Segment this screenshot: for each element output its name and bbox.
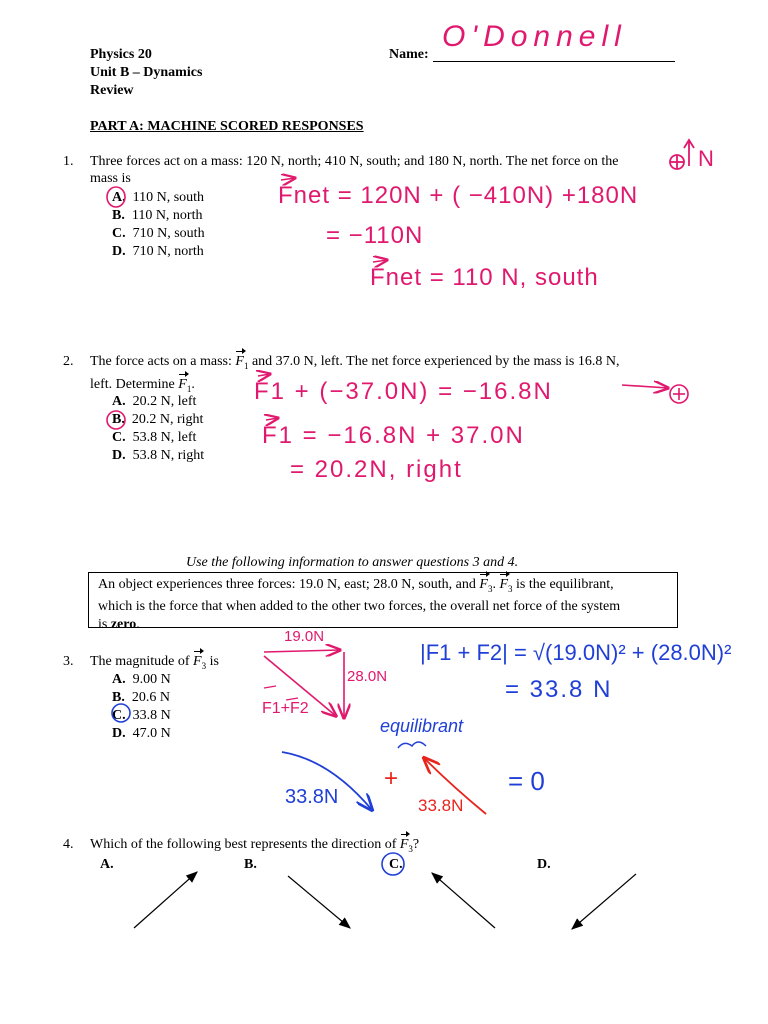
doc-type: Review (90, 83, 134, 98)
q3-hw-sum: F1+F2 (262, 700, 309, 717)
q1-text-cont: mass is (90, 171, 131, 186)
handwritten-name: O'Donnell (442, 20, 627, 53)
q3-hw-east: 19.0N (284, 628, 325, 645)
part-a-title: PART A: MACHINE SCORED RESPONSES (90, 119, 364, 134)
q2-option-d[interactable]: D. 53.8 N, right (112, 448, 205, 463)
q3-option-d[interactable]: D. 47.0 N (112, 726, 171, 741)
q4-option-a[interactable]: A. (100, 857, 114, 872)
q4-option-d[interactable]: D. (537, 857, 551, 872)
red-equilibrant-arrow (424, 758, 486, 814)
q4-number: 4. (63, 837, 74, 852)
q1-option-b[interactable]: B. 110 N, north (112, 208, 203, 223)
q1-option-c[interactable]: C. 710 N, south (112, 226, 205, 241)
q4-arrow-b (288, 876, 350, 928)
q2-option-c[interactable]: C. 53.8 N, left (112, 430, 197, 445)
q1-hw-line3: Fnet = 110 N, south (370, 264, 599, 291)
q3-text: The magnitude of $F_3$ is (90, 654, 219, 671)
q3-number: 3. (63, 654, 74, 669)
q1-text: Three forces act on a mass: 120 N, north; 410 N, south; and 180 N, north. The net force on the (90, 154, 619, 169)
q4-option-c[interactable]: C. (389, 857, 403, 872)
q3-option-a[interactable]: A. 9.00 N (112, 672, 171, 687)
q2-text-cont: left. Determine $F_1$. (90, 377, 195, 394)
info-box: An object experiences three forces: 19.0 N, east; 28.0 N, south, and $F_3$. $F_3$ is the equilibrant, which is the force that when added to the other two forces, the overall net force of the system is zero. (88, 572, 678, 628)
q2-answer-circle (107, 411, 125, 429)
q3-answer-circle (112, 704, 130, 722)
q4-option-b[interactable]: B. (244, 857, 257, 872)
q3-hw-equals: = 0 (508, 766, 545, 796)
vector-triangle (264, 650, 344, 718)
q3-option-c[interactable]: C. 33.8 N (112, 708, 171, 723)
blue-resultant-arrow (282, 752, 372, 810)
q1-option-d[interactable]: D. 710 N, north (112, 244, 204, 259)
q4-text: Which of the following best represents the direction of $F_3$? (90, 837, 420, 854)
q1-answer-circle (107, 187, 125, 207)
q3-hw-result-red: 33.8N (418, 796, 464, 815)
unit-title: Unit B – Dynamics (90, 65, 203, 80)
q3-hw-mag1: |F1 + F2| = √(19.0N)² + (28.0N)² (420, 640, 732, 665)
q4-arrow-c (432, 873, 495, 928)
course-title: Physics 20 (90, 47, 152, 62)
q2-hw-line3: = 20.2N, right (290, 456, 463, 483)
north-positive-icon (670, 140, 694, 169)
q2-option-a[interactable]: A. 20.2 N, left (112, 394, 197, 409)
q1-hw-sign: N (698, 146, 714, 171)
info-instruction: Use the following information to answer questions 3 and 4. (186, 555, 519, 570)
q3-hw-equilibrant: equilibrant (380, 716, 464, 736)
q3-option-b[interactable]: B. 20.6 N (112, 690, 170, 705)
q2-number: 2. (63, 354, 74, 369)
q1-number: 1. (63, 154, 74, 169)
q3-hw-plus: + (384, 765, 399, 792)
q2-hw-line1: F1 + (−37.0N) = −16.8N (254, 378, 553, 405)
q3-hw-south: 28.0N (347, 668, 388, 685)
q4-answer-circle (382, 853, 404, 875)
q4-arrow-d (572, 874, 636, 929)
q2-hw-line2: F1 = −16.8N + 37.0N (262, 422, 525, 449)
q1-hw-line1: Fnet = 120N + ( −410N) +180N (278, 182, 639, 209)
q2-option-b[interactable]: B. 20.2 N, right (112, 412, 204, 427)
q4-arrow-a (134, 872, 197, 928)
right-positive-icon (622, 385, 688, 403)
name-label: Name: (389, 47, 429, 62)
q1-hw-line2: = −110N (326, 222, 424, 249)
q3-hw-mag2: = 33.8 N (505, 676, 613, 703)
equilibrant-brace (398, 742, 426, 748)
q3-hw-result-blue: 33.8N (285, 786, 339, 808)
q1-option-a[interactable]: A. 110 N, south (112, 190, 205, 205)
q2-text: The force acts on a mass: $F_1$ and 37.0 N, left. The net force experienced by the mass is 16.8 N, (90, 354, 620, 371)
